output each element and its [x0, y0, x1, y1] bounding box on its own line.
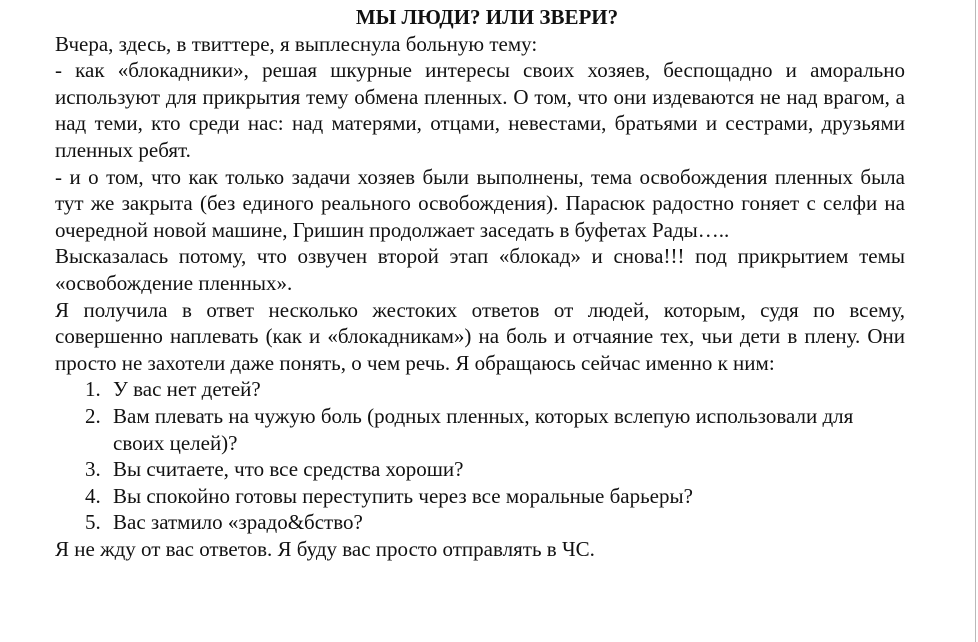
list-item-number: 2. [85, 403, 101, 428]
list-item-text: Вы считаете, что все средства хороши? [113, 457, 464, 482]
page-edge-divider [975, 0, 976, 642]
paragraph-second-stage: Высказалась потому, что озвучен второй этап «блокад» и снова!!! под прикрытием темы «освобождение пленных». [55, 244, 905, 295]
list-item [55, 509, 905, 536]
list-item-number: 5. [85, 510, 101, 535]
list-item-number: 1. [85, 377, 101, 402]
list-item-text: У вас нет детей? [113, 377, 261, 402]
list-item-text: Вам плевать на чужую боль (родных пленных, которых вслепую использовали для своих целей)? [113, 403, 854, 455]
list-item [55, 376, 905, 403]
list-item-number: 3. [85, 457, 101, 482]
paragraph-blockade-exchange: - как «блокадники», решая шкурные интересы своих хозяев, беспощадно и аморально используют для прикрытия тему обмена пленных. О том, что они издеваются не над врагом, а над теми, кто среди нас: над матерями, отцами, невестами, братьями и сестрами, друзьями пленных ребят. [55, 58, 905, 162]
paragraph-closing: Я не жду от вас ответов. Я буду вас просто отправлять в ЧС. [55, 536, 595, 561]
list-item-text: Вы спокойно готовы переступить через все моральные барьеры? [113, 483, 693, 508]
question-list [55, 376, 905, 536]
paragraph-responses: Я получила в ответ несколько жестоких ответов от людей, которым, судя по всему, совершенно наплевать (как и «блокадникам») на боль и отчаяние тех, чьи дети в плену. Они просто не захотели даже понять, о чем речь. Я обращаюсь сейчас именно к ним: [55, 297, 905, 375]
list-item-text: Вас затмило «зрадо&бство? [113, 510, 363, 535]
paragraph-release-closed: - и о том, что как только задачи хозяев были выполнены, тема освобождения пленных была тут же закрыта (без единого реального освобождения). Парасюк радостно гоняет с селфи на очередной новой машине, Гришин продолжает заседать в буфетах Рады….. [55, 164, 905, 242]
list-item [55, 456, 905, 483]
paragraph-intro: Вчера, здесь, в твиттере, я выплеснула больную тему: [55, 31, 538, 56]
list-item [55, 403, 905, 456]
list-item [55, 483, 905, 510]
document-body [55, 4, 905, 562]
list-item-number: 4. [85, 483, 101, 508]
document-title: МЫ ЛЮДИ? ИЛИ ЗВЕРИ? [355, 5, 619, 29]
